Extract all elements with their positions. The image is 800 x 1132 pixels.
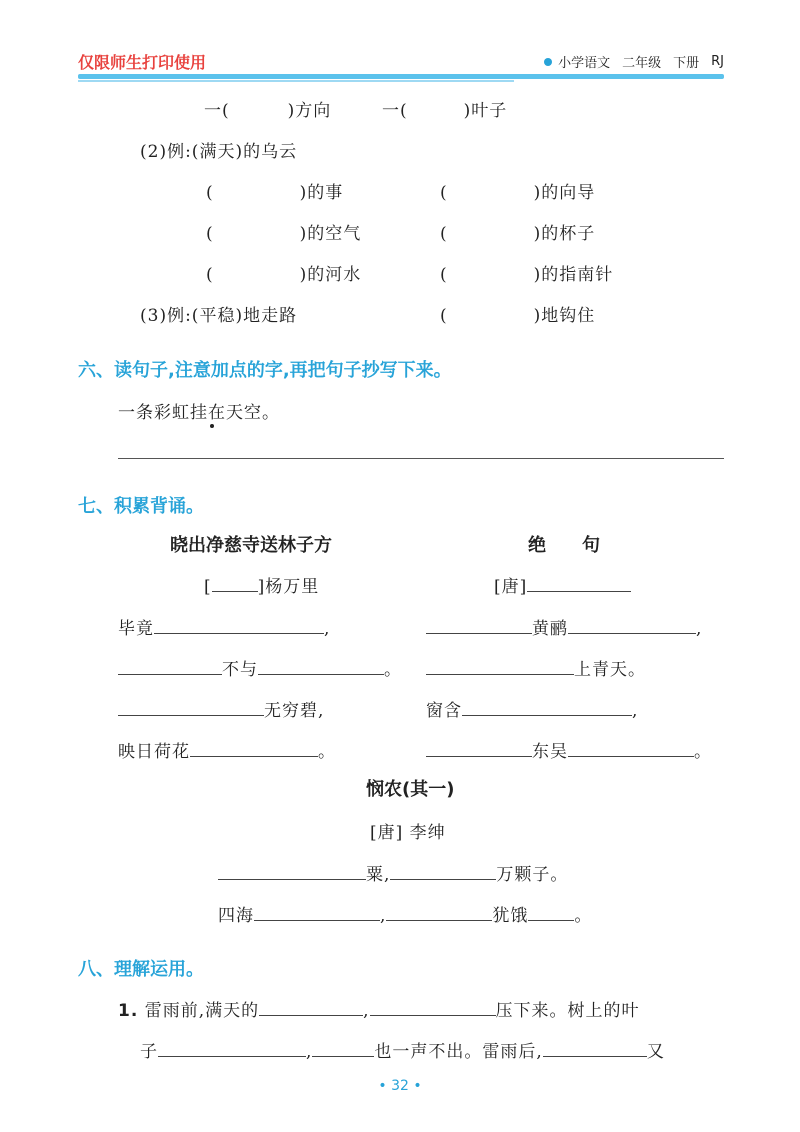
example-2: (2)例:(满天)的乌云 xyxy=(140,142,298,162)
poem-2-title: 绝 句 xyxy=(528,535,600,556)
header-rule-thin xyxy=(78,80,514,82)
copy-sentence: 一条彩虹挂在天空。 xyxy=(118,403,280,423)
poem-2-line-2: 上青天。 xyxy=(426,655,646,680)
section-heading-6: 六、读句子,注意加点的字,再把句子抄写下来。 xyxy=(78,360,452,381)
header-volume: 下册 xyxy=(673,56,700,71)
poem-2-line-4: 东吴 。 xyxy=(426,737,712,762)
question-1-line-1: 1. 雷雨前,满天的 , 压下来。树上的叶 xyxy=(118,996,640,1021)
fill-row: 一( )方向 xyxy=(204,101,332,121)
poem-3-author: [唐] 李绅 xyxy=(370,823,446,843)
poem-3-title: 悯农(其一) xyxy=(366,779,455,800)
question-1-line-2: 子 , 也一声不出。雷雨后, 又 xyxy=(140,1037,665,1062)
poem-1-line-2: 不与 。 xyxy=(118,655,402,680)
fill-row: ( )的空气 xyxy=(206,224,362,244)
fill-row: 一( )叶子 xyxy=(382,101,508,121)
header-info xyxy=(544,52,724,71)
fill-row: ( )的河水 xyxy=(206,265,362,285)
fill-row: ( )的事 xyxy=(206,183,344,203)
header-note: 仅限师生打印使用 xyxy=(78,53,207,72)
writing-line[interactable] xyxy=(118,458,724,459)
poem-1-author: [ ]杨万里 xyxy=(204,572,319,597)
header-grade: 二年级 xyxy=(622,56,662,71)
page-number: • 32 • xyxy=(378,1078,422,1094)
header-edition: RJ xyxy=(711,54,724,69)
fill-row: ( )的向导 xyxy=(440,183,596,203)
poem-2-line-1: 黄鹂 , xyxy=(426,614,702,639)
poem-1-line-3: 无穷碧, xyxy=(118,696,324,721)
poem-2-author: [唐] xyxy=(494,572,631,597)
poem-2-line-3: 窗含 , xyxy=(426,696,638,721)
poem-1-line-1: 毕竟 , xyxy=(118,614,330,639)
poem-3-line-1: 粟, 万颗子。 xyxy=(218,860,568,885)
poem-1-title: 晓出净慈寺送林子方 xyxy=(170,535,332,556)
header-subject: 小学语文 xyxy=(558,56,611,71)
example-3: (3)例:(平稳)地走路 xyxy=(140,306,298,326)
poem-3-line-2: 四海 , 犹饿 。 xyxy=(218,901,592,926)
fill-row: ( )地钩住 xyxy=(440,306,596,326)
fill-row: ( )的指南针 xyxy=(440,265,614,285)
poem-1-line-4: 映日荷花 。 xyxy=(118,737,336,762)
section-heading-8: 八、理解运用。 xyxy=(78,959,204,980)
emphasis-dot xyxy=(210,424,214,428)
header-rule xyxy=(78,74,724,79)
bullet-icon xyxy=(544,58,552,66)
section-heading-7: 七、积累背诵。 xyxy=(78,496,204,517)
fill-row: ( )的杯子 xyxy=(440,224,596,244)
